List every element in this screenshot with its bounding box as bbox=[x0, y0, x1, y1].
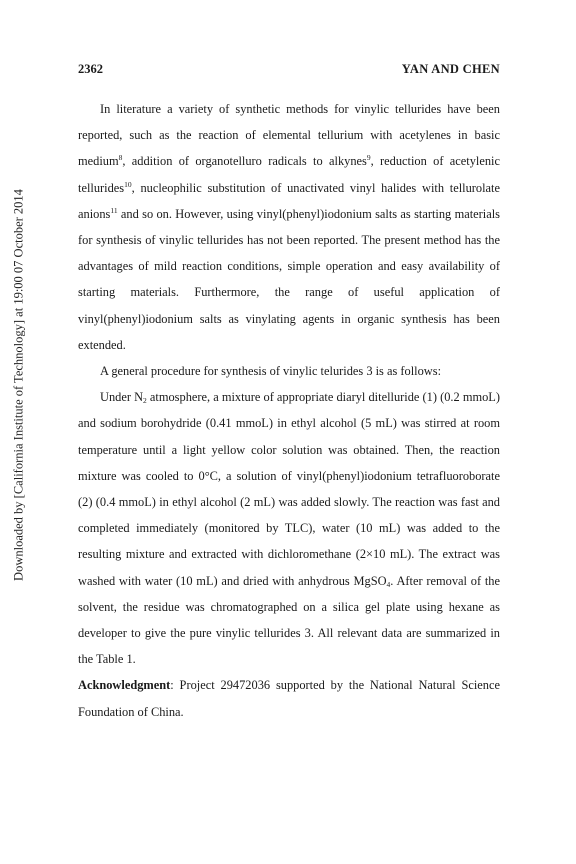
reference-10: 10 bbox=[124, 179, 132, 189]
reference-11: 11 bbox=[110, 205, 118, 215]
paragraph1-text-3: , reduction of acetylenic tellurides bbox=[78, 154, 500, 195]
paragraph3-text-1: Under N bbox=[100, 390, 144, 405]
running-title: YAN AND CHEN bbox=[401, 62, 500, 76]
paragraph1-text-4: , nucleophilic substitution of unactivated vinyl halides with tellurolate anions bbox=[78, 180, 500, 221]
nitrogen-subscript: 2 bbox=[143, 396, 147, 406]
download-watermark bbox=[4, 0, 34, 864]
paragraph-literature-review bbox=[78, 96, 500, 358]
acknowledgment bbox=[78, 672, 500, 724]
paragraph1-text-2: , addition of organotelluro radicals to alkynes bbox=[122, 154, 367, 169]
download-watermark-text: Downloaded by [California Institute of Technology] at 19:00 07 October 2014 bbox=[11, 189, 26, 581]
page-number: 2362 bbox=[78, 62, 103, 76]
paragraph1-text-1: In literature a variety of synthetic methods for vinylic tellurides have been reported, such as the reaction of elemental tellurium with acetylenes in basic medium bbox=[78, 102, 500, 169]
paragraph-procedure bbox=[78, 384, 500, 672]
sulfate-subscript: 4 bbox=[386, 579, 391, 589]
paragraph1-text-5: and so on. However, using vinyl(phenyl)iodonium salts as starting materials for synthesis of vinylic tellurides has not been reported. The present method has the advantages of mild reaction conditions, simple operation and easy availability of starting materials. Furthermore, the range of useful application of vinyl(phenyl)iodonium salts as vinylating agents in organic synthesis has been extended. bbox=[78, 206, 500, 352]
paragraph3-text-3: . After removal of the solvent, the residue was chromatographed on a silica gel plate using hexane as developer to give the pure vinylic tellurides 3. All relevant data are summarized in the Table 1. bbox=[78, 573, 500, 667]
paragraph-procedure-intro: A general procedure for synthesis of vinylic telurides 3 is as follows: bbox=[100, 364, 442, 379]
reference-9: 9 bbox=[366, 153, 371, 163]
acknowledgment-label: Acknowledgment bbox=[78, 678, 171, 693]
paragraph3-text-2: atmosphere, a mixture of appropriate diaryl ditelluride (1) (0.2 mmoL) and sodium borohydride (0.41 mmoL) in ethyl alcohol (5 mL) was stirred at room temperature until a light yellow color solution was obtained. Then, the reaction mixture was cooled to 0°C, a solution of vinyl(phenyl)iodonium tetrafluoroborate (2) (0.4 mmoL) in ethyl alcohol (2 mL) was added slowly. The reaction was fast and completed immediately (monitored by TLC), water (10 mL) was added to the resulting mixture and extracted with dichloromethane (2×10 mL). The extract was washed with water (10 mL) and dried with anhydrous MgSO bbox=[78, 390, 500, 588]
article-body bbox=[78, 96, 500, 725]
acknowledgment-text: : Project 29472036 supported by the National Natural Science Foundation of China. bbox=[78, 678, 500, 719]
reference-8: 8 bbox=[118, 153, 123, 163]
